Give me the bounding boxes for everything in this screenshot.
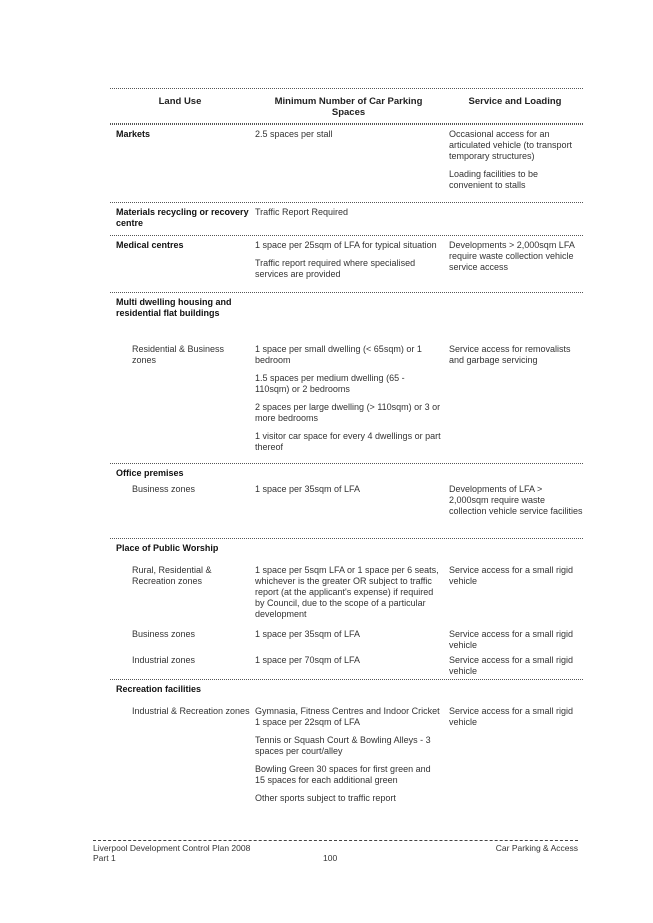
service-markets bbox=[447, 129, 583, 202]
page-number: 100 bbox=[323, 853, 338, 863]
land-use-materials: Materials recycling or recovery centre bbox=[116, 207, 249, 228]
parking-worship-rural: 1 space per 5sqm LFA or 1 space per 6 seats, whichever is the greater OR subject to traffic report (at the applicant's expense) if required by Council, due to the scope of a particular development bbox=[255, 565, 439, 619]
header-min-parking: Minimum Number of Car Parking Spaces bbox=[274, 96, 423, 118]
parking-markets: 2.5 spaces per stall bbox=[255, 129, 333, 139]
parking-text: Traffic report required where specialised services are provided bbox=[255, 258, 416, 279]
land-use-multi-dwelling: Multi dwelling housing and residential flat buildings bbox=[116, 297, 232, 318]
table-row bbox=[110, 202, 583, 235]
service-text: Loading facilities to be convenient to stalls bbox=[449, 169, 539, 190]
service-recreation: Service access for a small rigid vehicle bbox=[449, 706, 574, 727]
table-row bbox=[110, 700, 583, 811]
table-row bbox=[110, 629, 583, 655]
parking-worship-industrial: 1 space per 70sqm of LFA bbox=[255, 655, 361, 665]
header-service: Service and Loading bbox=[468, 96, 562, 107]
footer-part: Part 1 bbox=[93, 853, 116, 863]
table-header bbox=[110, 88, 583, 124]
parking-text: 1 space per small dwelling (< 65sqm) or 1 bedroom bbox=[255, 344, 422, 365]
table-row bbox=[110, 655, 583, 679]
table-row bbox=[110, 679, 583, 700]
table-row bbox=[110, 463, 583, 484]
zone-business: Business zones bbox=[132, 484, 196, 494]
table-row bbox=[110, 292, 583, 338]
page-footer bbox=[93, 840, 578, 863]
land-use-recreation: Recreation facilities bbox=[116, 684, 202, 694]
service-worship-business: Service access for a small rigid vehicle bbox=[449, 629, 574, 650]
service-text: Occasional access for an articulated vehicle (to transport temporary structures) bbox=[449, 129, 573, 161]
footer-section: Car Parking & Access bbox=[495, 843, 578, 853]
parking-text: 1 visitor car space for every 4 dwellings or part thereof bbox=[255, 431, 441, 452]
parking-text: 1 space per 25sqm of LFA for typical situation bbox=[255, 240, 437, 250]
parking-medical bbox=[250, 240, 447, 292]
table-row bbox=[110, 538, 583, 559]
parking-text: Tennis or Squash Court & Bowling Alleys - 3 spaces per court/alley bbox=[255, 735, 431, 756]
parking-text: Gymnasia, Fitness Centres and Indoor Cricket 1 space per 22sqm of LFA bbox=[255, 706, 440, 727]
table-row bbox=[110, 338, 583, 463]
service-worship-rural: Service access for a small rigid vehicle bbox=[449, 565, 574, 586]
header-land-use: Land Use bbox=[158, 96, 202, 107]
parking-text: Other sports subject to traffic report bbox=[255, 793, 396, 803]
land-use-office: Office premises bbox=[116, 468, 184, 478]
land-use-medical: Medical centres bbox=[116, 240, 184, 250]
service-medical: Developments > 2,000sqm LFA require waste collection vehicle service access bbox=[449, 240, 575, 272]
parking-materials: Traffic Report Required bbox=[255, 207, 349, 217]
parking-text: Bowling Green 30 spaces for first green and 15 spaces for each additional green bbox=[255, 764, 431, 785]
table-row bbox=[110, 559, 583, 629]
parking-office: 1 space per 35sqm of LFA bbox=[255, 484, 361, 494]
table-row bbox=[110, 484, 583, 538]
parking-recreation bbox=[250, 706, 447, 811]
zone-residential-business: Residential & Business zones bbox=[132, 344, 225, 365]
zone-rural-residential: Rural, Residential & Recreation zones bbox=[132, 565, 212, 586]
land-use-worship: Place of Public Worship bbox=[116, 543, 219, 553]
parking-text: 2 spaces per large dwelling (> 110sqm) or 3 or more bedrooms bbox=[255, 402, 441, 423]
table-row bbox=[110, 235, 583, 292]
zone-industrial-recreation: Industrial & Recreation zones bbox=[132, 706, 250, 716]
table-row bbox=[110, 124, 583, 202]
parking-multi-dwelling bbox=[250, 344, 447, 463]
zone-industrial: Industrial zones bbox=[132, 655, 196, 665]
parking-text: 1.5 spaces per medium dwelling (65 - 110sqm) or 2 bedrooms bbox=[255, 373, 405, 394]
zone-business: Business zones bbox=[132, 629, 196, 639]
parking-worship-business: 1 space per 35sqm of LFA bbox=[255, 629, 361, 639]
service-worship-industrial: Service access for a small rigid vehicle bbox=[449, 655, 574, 676]
service-office: Developments of LFA > 2,000sqm require waste collection vehicle service facilities bbox=[449, 484, 583, 516]
footer-document-title: Liverpool Development Control Plan 2008 bbox=[93, 843, 251, 853]
land-use-markets: Markets bbox=[116, 129, 151, 139]
service-multi-dwelling: Service access for removalists and garbage servicing bbox=[449, 344, 571, 365]
parking-table bbox=[110, 88, 583, 811]
